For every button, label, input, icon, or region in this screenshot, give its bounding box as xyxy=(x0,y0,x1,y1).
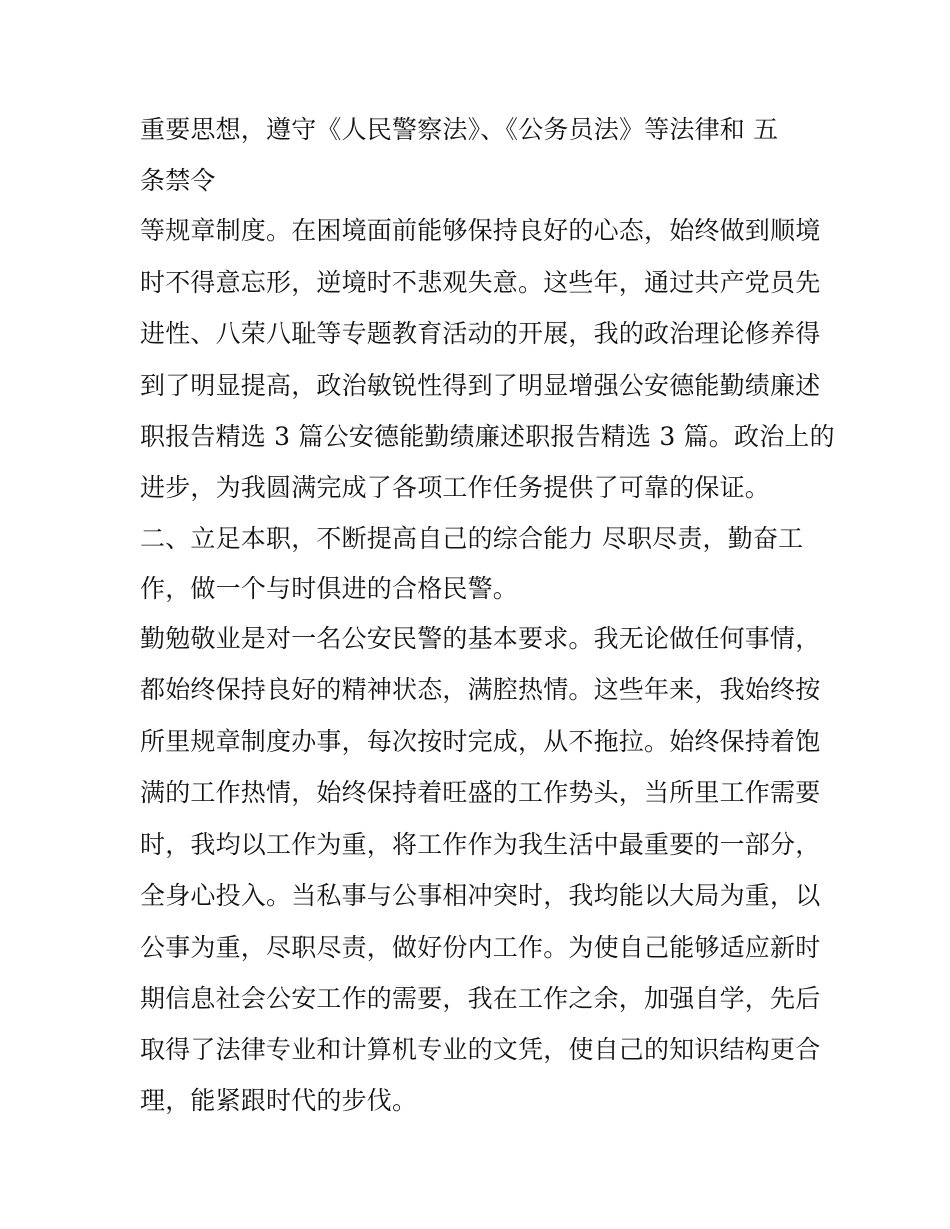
text-line: 都始终保持良好的精神状态，满腔热情。这些年来，我始终按 xyxy=(140,675,821,704)
text-line: 职报告精选 3 篇公安德能勤绩廉述职报告精选 3 篇。政治上的 xyxy=(140,422,835,451)
text-line: 时不得意忘形，逆境时不悲观失意。这些年，通过共产党员先 xyxy=(140,268,821,297)
text-line: 满的工作热情，始终保持着旺盛的工作势头，当所里工作需要 xyxy=(140,778,821,807)
text-line: 所里规章制度办事，每次按时完成，从不拖拉。始终保持着饱 xyxy=(140,727,821,756)
text-line: 二、立足本职，不断提高自己的综合能力 尽职尽责，勤奋工 xyxy=(140,524,804,553)
text-line: 全身心投入。当私事与公事相冲突时，我均能以大局为重，以 xyxy=(140,881,821,910)
text-line: 进性、八荣八耻等专题教育活动的开展，我的政治理论修养得 xyxy=(140,319,821,348)
text-line: 时，我均以工作为重，将工作作为我生活中最重要的一部分， xyxy=(140,830,821,859)
text-line: 到了明显提高，政治敏锐性得到了明显增强公安德能勤绩廉述 xyxy=(140,371,821,400)
text-line: 作，做一个与时俱进的合格民警。 xyxy=(140,574,519,603)
text-line: 期信息社会公安工作的需要，我在工作之余，加强自学，先后 xyxy=(140,984,821,1013)
text-line: 公事为重，尽职尽责，做好份内工作。为使自己能够适应新时 xyxy=(140,933,821,962)
text-line: 取得了法律专业和计算机专业的文凭，使自己的知识结构更合 xyxy=(140,1035,821,1064)
text-line: 条禁令 xyxy=(140,166,216,195)
text-line: 等规章制度。在困境面前能够保持良好的心态，始终做到顺境 xyxy=(140,216,821,245)
text-line: 进步，为我圆满完成了各项工作任务提供了可靠的保证。 xyxy=(140,473,771,502)
text-line: 重要思想，遵守《人民警察法》、《公务员法》等法律和 五 xyxy=(140,115,779,144)
text-line: 理，能紧跟时代的步伐。 xyxy=(140,1086,418,1115)
text-line: 勤勉敬业是对一名公安民警的基本要求。我无论做任何事情， xyxy=(140,624,821,653)
